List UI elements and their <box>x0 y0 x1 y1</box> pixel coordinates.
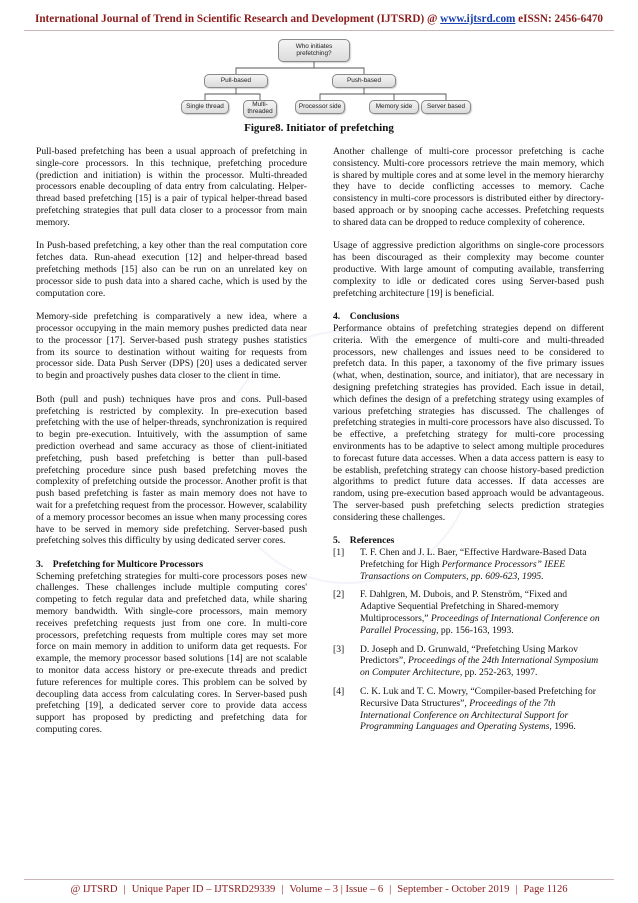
section-4-text: Performance obtains of prefetching strategies depend on different criteria. With the emergence of multi-core and multi-threaded processors, new challenges and issues need to be considered to prefetch data. In this paper, a taxonomy of the five primary issues (what, when, destination, source, and initiator), that are necessary in designing prefetching strategies has provided. Each issue in detail, which defines the design of a prefetching strategy using examples of various prefetching strategies has discussed. The challenges of prefetching strategies in multi-core processors have also discussed. To be effective, a prefetching strategy for multi-core processing environments has to be adaptive to select among multiple procedures to forecast future data accesses. When a data access pattern is easy to be establish, prefetching strategy can choose history-based prediction algorithms to predict future data accesses. If data accesses are random, using pre-execution based approach would be advantageous. The server-based push prefetching selects prediction strategies considering these challenges. <box>333 322 604 523</box>
reference-item <box>333 589 604 636</box>
header-rule <box>24 30 614 31</box>
section-5-title: 5. References <box>333 535 395 547</box>
reference-text: C. K. Luk and T. C. Mowry, “Compiler-based Prefetching for Recursive Data Structures”, <box>360 686 596 709</box>
paragraph: In Push-based prefetching, a key other than the real computation core fetches data. Run-ahead execution [12] and helper-thread based prefetching methods [15] also can be run on an unrelated key on processor side to push data into a shared cache, which is used by the computation core. <box>36 240 307 299</box>
node-memory-side: Memory side <box>369 100 419 114</box>
page-footer <box>0 884 638 895</box>
reference-number: [3] <box>333 643 345 655</box>
reference-tail: , pp. 252-263, 1997. <box>459 667 538 679</box>
reference-number: [4] <box>333 686 345 698</box>
node-multi-threaded: Multi-threaded <box>243 100 277 118</box>
paragraph: Usage of aggressive prediction algorithms on single-core processors has been discouraged as their complexity may become counter productive. With large amount of computing available, transferring complexity to idle or dedicated cores using Server-based push prefetching architecture [19] is beneficial. <box>333 240 604 299</box>
reference-item <box>333 644 604 679</box>
reference-venue: Performance Processors” IEEE Transactions on Computers, pp. 609-623, 1995. <box>360 558 566 582</box>
node-push-based: Push-based <box>332 74 396 88</box>
node-processor-side: Processor side <box>295 100 345 114</box>
left-column <box>36 146 307 748</box>
section-3-text: Scheming prefetching strategies for multi-core processors poses new challenges. These challenges include multiple computing cores' competing to fetch regular data and prefetched data, while sharing memory bandwidth. With single-core processors, main memory receives prefetching requests just from one core. In multi-core processors, prefetching requests from multiple cores may set more force on main memory in addition to uniform data get requests. For example, the memory processor based solutions [14] are not scalable to monitor data access history or pre-execute threads and predict future references for multiple cores. This problem can be solved by decoupling data access from calculating cores. In Server-based push prefetching [19], a dedicated server core to provide data access support has proposed by predicting and prefetching data for computing cores. <box>36 570 307 736</box>
footer-journal: @ IJTSRD <box>70 884 118 895</box>
figure-caption: Figure8. Initiator of prefetching <box>244 122 394 134</box>
section-4-title: 4. Conclusions <box>333 311 400 323</box>
reference-number: [1] <box>333 547 345 559</box>
reference-venue: Proceedings of the 24th International Symposium on Computer Architecture <box>360 655 599 679</box>
footer-separator: | <box>515 884 518 895</box>
right-column <box>333 146 604 740</box>
reference-list <box>333 547 604 733</box>
reference-text: F. Dahlgren, M. Dubois, and P. Stenström, “Fixed and Adaptive Sequential Prefetching in Shared-memory Multiprocessors,” <box>360 589 568 625</box>
paragraph: Pull-based prefetching has been a usual approach of prefetching in single-core processors. In this technique, prefetching procedure (prediction and initiation) is within the processor. Multi-threaded processors enable decoupling of data entry from calculating. Helper-thread based prefetching [15] is a pair of typical helper-thread based prefetching strategies that pull data closer to a processor from main memory. <box>36 146 307 228</box>
footer-separator: | <box>389 884 392 895</box>
header-prefix: International Journal of Trend in Scientific Research and Development (IJTSRD) @ <box>34 13 441 25</box>
reference-item <box>333 686 604 733</box>
footer-date: September - October 2019 <box>397 884 510 895</box>
node-pull-based: Pull-based <box>204 74 268 88</box>
node-single-thread: Single thread <box>181 100 229 114</box>
paragraph: Another challenge of multi-core processor prefetching is cache consistency. Multi-core processors retrieve the main memory, which is shared by multiple cores and at some level in the memory hierarchy they have to decide conflicting accesses to memory. Cache consistency in multi-core processors is distributed either by directory-based approach or by snooping cache accesses. Prefetching requests to shared data can be dropped to reduce complexity of coherence. <box>333 146 604 228</box>
reference-text: T. F. Chen and J. L. Baer, “Effective Hardware-Based Data Prefetching for High <box>360 547 587 570</box>
paragraph: Both (pull and push) techniques have pros and cons. Pull-based prefetching is restricted by complexity. In pre-execution based prefetching with the use of helper-threads, synchronization is required to begin pre-execution. Intuitively, with the assumption of same prediction overhead and same accuracy as those of client-initiated prefetching, push based prefetching is better than pull-based prefetching procedure since push based prefetching moves the complexity of prefetching outside the processor. Another profit is that push based prefetching is faster as main memory does not have to wait for a prefetching request from the processor. However, scalability of a memory processor becomes an issue when many processing cores have to be served in memory side prefetching. Server-based push prefetching solves this difficulty by using dedicated server cores. <box>36 393 307 547</box>
reference-tail: , pp. 156-163, 1993. <box>436 624 514 636</box>
reference-tail: , 1996. <box>549 721 576 733</box>
paragraph: Memory-side prefetching is comparatively a new idea, where a processor occupying in the main memory pushes predicted data near to the processor [17]. Server-based push strategy pushes statistics from its source to destination without waiting for requests from processor side. Data Push Server (DPS) [20] uses a dedicated server to begin and proactively pushes data closer to the client in time. <box>36 311 307 382</box>
footer-rule <box>24 879 614 880</box>
reference-venue: Proceedings of the 7th International Conference on Architectural Support for Programming Languages and Operating Systems <box>360 697 569 733</box>
footer-paper-id: Unique Paper ID – IJTSRD29339 <box>131 884 276 895</box>
section-3-title: 3. Prefetching for Multicore Processors <box>36 558 204 570</box>
header-issn: eISSN: 2456-6470 <box>515 13 604 25</box>
reference-item <box>333 547 604 582</box>
node-root: Who initiates prefetching? <box>278 39 350 62</box>
journal-link[interactable]: www.ijtsrd.com <box>440 13 516 25</box>
journal-header <box>0 13 638 25</box>
footer-separator: | <box>281 884 284 895</box>
reference-venue: Proceedings of International Conference on Parallel Processing <box>360 613 600 636</box>
footer-page-number: Page 1126 <box>523 884 568 895</box>
node-server-based: Server based <box>421 100 471 114</box>
reference-text: D. Joseph and D. Grunwald, “Prefetching Using Markov Predictors”, <box>360 643 578 667</box>
reference-number: [2] <box>333 589 345 601</box>
footer-volume: Volume – 3 | Issue – 6 <box>289 884 384 895</box>
figure-diagram <box>150 34 490 120</box>
footer-separator: | <box>123 884 126 895</box>
